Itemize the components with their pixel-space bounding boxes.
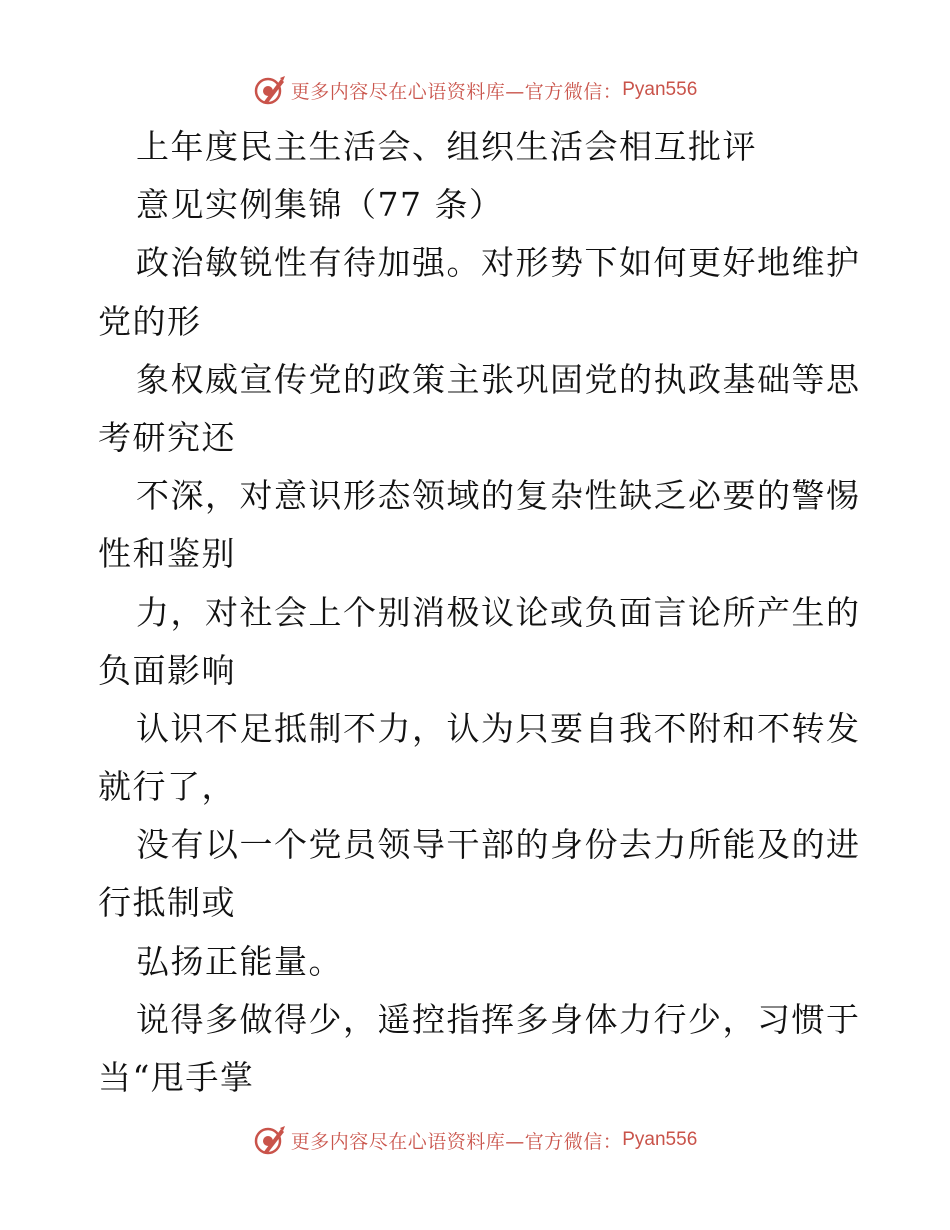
paragraph-line: 党的形 (98, 301, 202, 341)
watermark-handle: Pyan556 (622, 79, 698, 100)
pen-logo-icon (253, 73, 287, 107)
paragraph-line: 当“甩手掌 (98, 1058, 255, 1097)
paragraph-line: 不深，对意识形态领域的复杂性缺乏必要的警惕 (136, 476, 861, 516)
title-line-2: 意见实例集锦（77 条） (136, 185, 504, 225)
watermark-handle: Pyan556 (622, 1129, 698, 1150)
paragraph-line: 弘扬正能量。 (136, 941, 343, 981)
watermark-text: 更多内容尽在心语资料库—官方微信： (290, 1130, 623, 1153)
paragraph-line: 认识不足抵制不力，认为只要自我不附和不转发 (136, 708, 861, 748)
header-watermark (0, 72, 950, 108)
paragraph-line: 行抵制或 (98, 883, 236, 923)
paragraph-line: 力，对社会上个别消极议论或负面言论所产生的 (136, 592, 861, 632)
paragraph-line: 考研究还 (98, 417, 236, 457)
pen-logo-icon (253, 1123, 287, 1157)
paragraph-line: 性和鉴别 (98, 534, 236, 574)
footer-watermark (0, 1122, 950, 1158)
paragraph-line: 负面影响 (98, 650, 236, 690)
paragraph-line: 没有以一个党员领导干部的身份去力所能及的进 (136, 825, 861, 865)
paragraph-line: 象权威宣传党的政策主张巩固党的执政基础等思 (136, 359, 861, 399)
document-body (98, 118, 861, 1107)
paragraph-line: 说得多做得少，遥控指挥多身体力行少，习惯于 (136, 999, 861, 1039)
title-line-1: 上年度民主生活会、组织生活会相互批评 (136, 127, 757, 166)
paragraph-line: 就行了， (98, 767, 236, 807)
paragraph-line: 政治敏锐性有待加强。对形势下如何更好地维护 (136, 243, 861, 283)
watermark-text: 更多内容尽在心语资料库—官方微信： (290, 80, 623, 103)
